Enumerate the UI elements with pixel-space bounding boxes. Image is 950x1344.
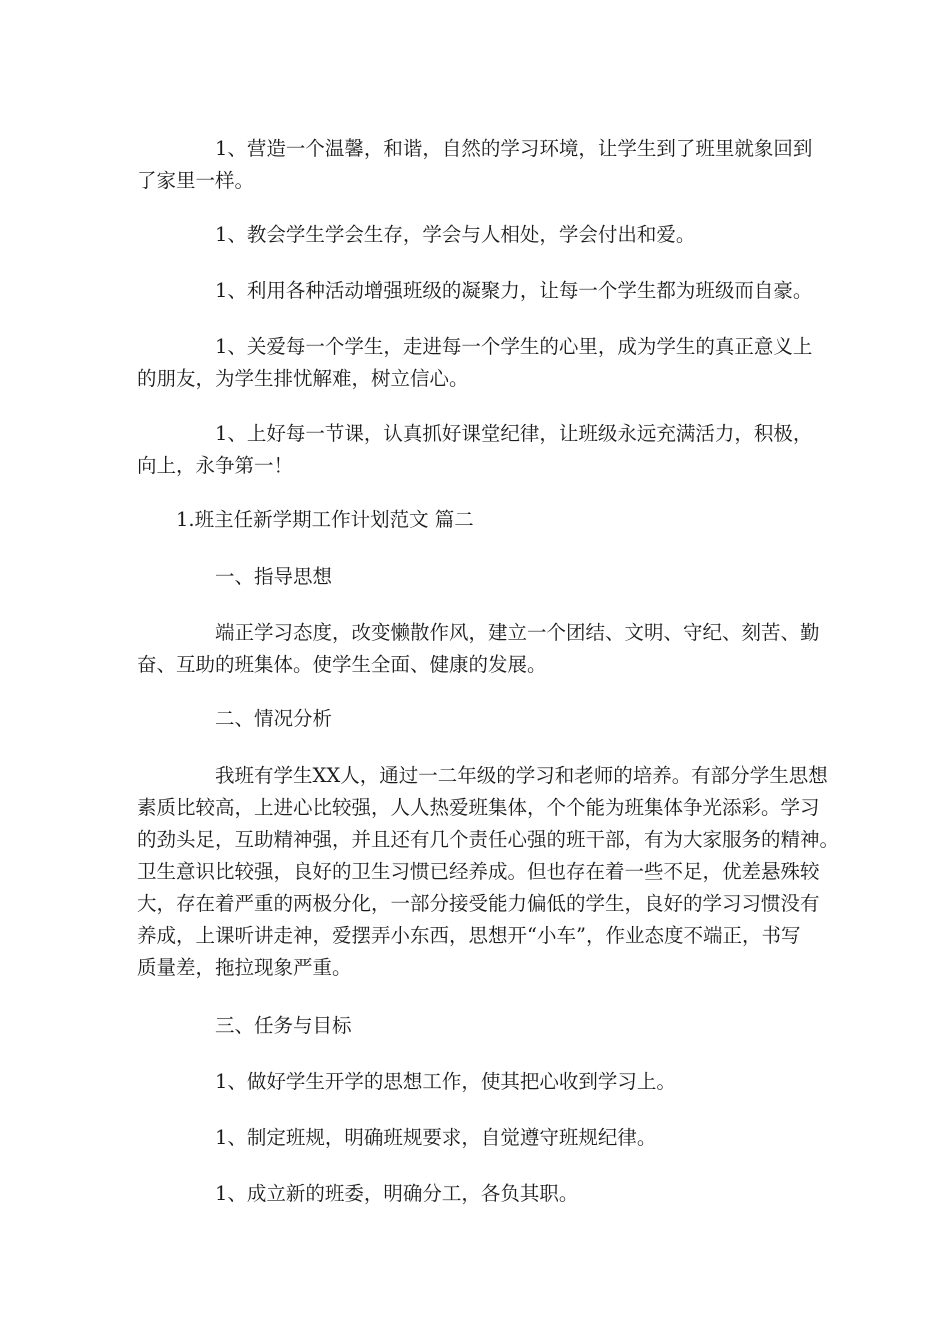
text-line: 质量差，拖拉现象严重。 [137, 956, 352, 979]
text-line: 二、情况分析 [215, 707, 333, 730]
list-item [137, 331, 817, 395]
text-line: 的朋友，为学生排忧解难，树立信心。 [137, 367, 469, 390]
section-heading [137, 1010, 817, 1042]
text-line: 1、营造一个温馨，和谐，自然的学习环境，让学生到了班里就象回到 [215, 137, 813, 160]
text-line: 的劲头足，互助精神强，并且还有几个责任心强的班干部，有为大家服务的精神。 [137, 828, 840, 851]
text-line: 1、上好每一节课，认真抓好课堂纪律，让班级永远充满活力，积极， [215, 422, 813, 445]
text-line: 1、制定班规，明确班规要求，自觉遵守班规纪律。 [215, 1126, 657, 1149]
list-item [137, 1178, 817, 1210]
text-line: 奋、互助的班集体。使学生全面、健康的发展。 [137, 653, 547, 676]
article-title [137, 504, 817, 536]
text-line: 了家里一样。 [137, 169, 255, 192]
text-line: 1.班主任新学期工作计划范文 篇二 [176, 508, 474, 531]
text-line: 卫生意识比较强，良好的卫生习惯已经养成。但也存在着一些不足，优差悬殊较 [137, 860, 820, 883]
text-line: 1、成立新的班委，明确分工，各负其职。 [215, 1182, 579, 1205]
text-line: 三、任务与目标 [215, 1014, 352, 1037]
text-line: 我班有学生XX人，通过一二年级的学习和老师的培养。有部分学生思想 [215, 764, 828, 787]
text-line: 1、利用各种活动增强班级的凝聚力，让每一个学生都为班级而自豪。 [215, 279, 813, 302]
list-item [137, 1066, 817, 1098]
list-item [137, 219, 817, 251]
text-line: 大，存在着严重的两极分化，一部分接受能力偏低的学生，良好的学习习惯没有 [137, 892, 820, 915]
text-line: 端正学习态度，改变懒散作风，建立一个团结、文明、守纪、刻苦、勤 [215, 621, 820, 644]
list-item [137, 418, 817, 482]
text-line: 一、指导思想 [215, 565, 333, 588]
paragraph [137, 760, 840, 984]
text-line: 1、关爱每一个学生，走进每一个学生的心里，成为学生的真正意义上 [215, 335, 813, 358]
list-item [137, 133, 817, 197]
text-line: 养成，上课听讲走神，爱摆弄小东西，思想开“小车”，作业态度不端正，书写 [137, 924, 801, 947]
paragraph [137, 617, 820, 681]
section-heading [137, 561, 817, 593]
text-line: 1、做好学生开学的思想工作，使其把心收到学习上。 [215, 1070, 676, 1093]
text-line: 向上，永争第一！ [137, 454, 294, 477]
list-item [137, 275, 817, 307]
section-heading [137, 703, 817, 735]
text-line: 素质比较高，上进心比较强，人人热爱班集体，个个能为班集体争光添彩。学习 [137, 796, 820, 819]
text-line: 1、教会学生学会生存，学会与人相处，学会付出和爱。 [215, 223, 696, 246]
list-item [137, 1122, 817, 1154]
